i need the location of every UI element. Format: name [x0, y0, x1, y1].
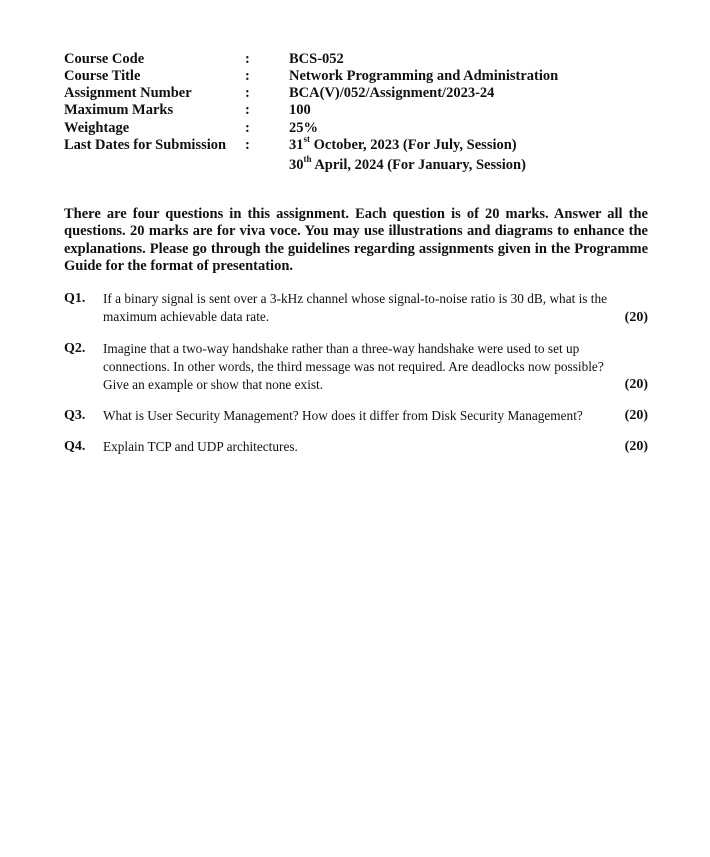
- colon: :: [245, 102, 250, 118]
- question-4: [64, 438, 648, 458]
- date2-suffix: th: [303, 154, 312, 165]
- question-3: [64, 407, 648, 427]
- weightage-value: 25%: [289, 120, 318, 136]
- assignment-number-value: BCA(V)/052/Assignment/2023-24: [289, 85, 495, 101]
- question-1: [64, 290, 648, 330]
- question-number: Q1.: [64, 291, 86, 306]
- maximum-marks-value: 100: [289, 102, 311, 118]
- colon: :: [245, 85, 250, 101]
- question-marks: (20): [624, 408, 648, 423]
- date2-rest: April, 2024 (For January, Session): [311, 157, 526, 173]
- question-text: If a binary signal is sent over a 3-kHz channel whose signal-to-noise ratio is 30 dB, what is the maximum achievable data rate.: [103, 291, 608, 324]
- question-text: What is User Security Management? How does it differ from Disk Security Management?: [103, 408, 583, 423]
- colon: :: [245, 51, 250, 67]
- date1-day: 31: [289, 137, 304, 153]
- submission-date-2: [289, 154, 526, 174]
- question-2: [64, 340, 648, 396]
- question-number: Q2.: [64, 341, 86, 356]
- question-marks: (20): [624, 439, 648, 454]
- question-number: Q3.: [64, 408, 86, 423]
- course-title-value: Network Programming and Administration: [289, 68, 559, 84]
- date1-rest: October, 2023 (For July, Session): [310, 137, 517, 153]
- assignment-number-label: Assignment Number: [64, 85, 192, 101]
- maximum-marks-label: Maximum Marks: [64, 102, 174, 118]
- course-code-label: Course Code: [64, 51, 145, 67]
- date1-suffix: st: [303, 134, 310, 145]
- colon: :: [245, 68, 250, 84]
- submission-date-1: [289, 134, 517, 154]
- question-marks: (20): [624, 310, 648, 325]
- question-marks: (20): [624, 377, 648, 392]
- date2-day: 30: [289, 157, 304, 173]
- colon: :: [245, 120, 250, 136]
- course-title-label: Course Title: [64, 68, 141, 84]
- submission-label: Last Dates for Submission: [64, 137, 227, 153]
- question-text: Imagine that a two-way handshake rather than a three-way handshake were used to set up connections. In other words, the third message was not required. Are deadlocks now possible? Give an example or show that none exist.: [103, 341, 604, 392]
- colon: :: [245, 137, 250, 153]
- weightage-label: Weightage: [64, 120, 130, 136]
- intro-paragraph: There are four questions in this assignment. Each question is of 20 marks. Answer all the questions. 20 marks are for viva voce. You may use illustrations and diagrams to enhance the explanations. Please go through the guidelines regarding assignments given in the Programme Guide for the format of presentation.: [64, 206, 648, 274]
- question-text: Explain TCP and UDP architectures.: [103, 439, 298, 454]
- question-number: Q4.: [64, 439, 86, 454]
- course-code-value: BCS-052: [289, 51, 344, 67]
